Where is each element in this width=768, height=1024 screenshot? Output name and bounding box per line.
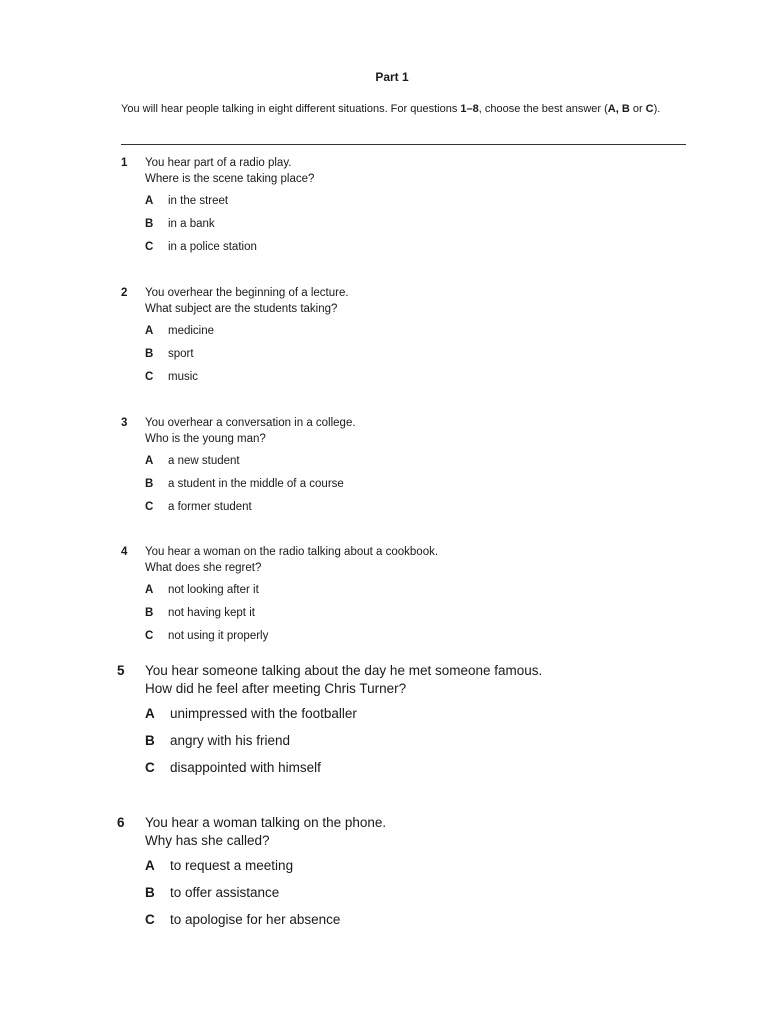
option-text: in a bank: [168, 218, 215, 230]
question-prompt: You hear a woman talking on the phone.: [145, 815, 387, 830]
option-text: not having kept it: [168, 607, 255, 619]
option-letter: C: [145, 912, 155, 927]
question-number: 2: [121, 287, 128, 299]
option-letter: B: [145, 478, 154, 490]
option-text: not looking after it: [168, 584, 259, 596]
option-text: to apologise for her absence: [170, 912, 341, 927]
question-prompt: You hear a woman on the radio talking about a cookbook.: [145, 546, 439, 558]
option-b[interactable]: [145, 732, 290, 750]
option-b[interactable]: [145, 346, 194, 362]
option-b[interactable]: [145, 884, 279, 902]
option-letter: A: [145, 858, 155, 873]
option-c[interactable]: [145, 759, 321, 777]
question-text: Why has she called?: [145, 833, 270, 848]
option-a[interactable]: [145, 582, 259, 598]
option-letter: A: [145, 706, 155, 721]
option-text: unimpressed with the footballer: [170, 706, 357, 721]
option-text: a student in the middle of a course: [168, 478, 344, 490]
option-text: a former student: [168, 501, 252, 513]
option-text: disappointed with himself: [170, 760, 321, 775]
option-letter: A: [145, 584, 154, 596]
question-number: 4: [121, 546, 128, 558]
option-letter: A: [145, 325, 154, 337]
option-letter: C: [145, 371, 154, 383]
option-c[interactable]: [145, 911, 340, 929]
option-letters: A, B: [607, 103, 630, 115]
option-b[interactable]: [145, 476, 344, 492]
option-a[interactable]: [145, 193, 228, 209]
option-b[interactable]: [145, 605, 255, 621]
option-letter: C: [145, 241, 154, 253]
option-c[interactable]: [145, 239, 257, 255]
question-number: 6: [117, 815, 125, 830]
option-letter: B: [145, 607, 154, 619]
option-c[interactable]: [145, 369, 198, 385]
option-a[interactable]: [145, 857, 293, 875]
page-title: Part 1: [375, 70, 409, 84]
option-letter: A: [145, 455, 154, 467]
option-c[interactable]: [145, 499, 252, 515]
instructions-text: or: [629, 103, 646, 115]
option-a[interactable]: [145, 323, 214, 339]
question-number: 3: [121, 417, 128, 429]
option-letter: B: [145, 218, 154, 230]
question-prompt: You hear part of a radio play.: [145, 157, 292, 169]
option-letter: A: [145, 195, 154, 207]
option-letter: B: [145, 733, 155, 748]
option-text: medicine: [168, 325, 215, 337]
question-prompt: You overhear the beginning of a lecture.: [145, 287, 349, 299]
option-text: angry with his friend: [170, 733, 291, 748]
option-text: to offer assistance: [170, 885, 280, 900]
question-text: How did he feel after meeting Chris Turner?: [145, 681, 407, 696]
option-b[interactable]: [145, 216, 215, 232]
instructions-text: You will hear people talking in eight different situations. For questions: [121, 103, 461, 115]
option-text: a new student: [168, 455, 240, 467]
option-text: to request a meeting: [170, 858, 294, 873]
option-letter: B: [145, 885, 155, 900]
option-a[interactable]: [145, 705, 357, 723]
question-range: 1–8: [460, 103, 479, 115]
question-text: Who is the young man?: [145, 433, 266, 445]
instructions-text: ).: [653, 103, 661, 115]
question-number: 5: [117, 663, 125, 678]
instructions: [121, 101, 686, 117]
option-letter: C: [145, 630, 154, 642]
question-prompt: You overhear a conversation in a college.: [145, 417, 356, 429]
option-text: in the street: [168, 195, 229, 207]
option-a[interactable]: [145, 453, 240, 469]
option-text: sport: [168, 348, 194, 360]
question-number: 1: [121, 157, 128, 169]
option-letters: C: [645, 103, 654, 115]
option-letter: C: [145, 760, 155, 775]
option-letter: C: [145, 501, 154, 513]
question-prompt: You hear someone talking about the day he met someone famous.: [145, 663, 543, 678]
option-letter: B: [145, 348, 154, 360]
question-text: What subject are the students taking?: [145, 303, 338, 315]
option-text: not using it properly: [168, 630, 269, 642]
instructions-text: , choose the best answer (: [478, 103, 608, 115]
option-text: music: [168, 371, 199, 383]
divider: [121, 144, 686, 145]
question-text: Where is the scene taking place?: [145, 173, 315, 185]
question-text: What does she regret?: [145, 562, 262, 574]
option-c[interactable]: [145, 628, 268, 644]
option-text: in a police station: [168, 241, 257, 253]
